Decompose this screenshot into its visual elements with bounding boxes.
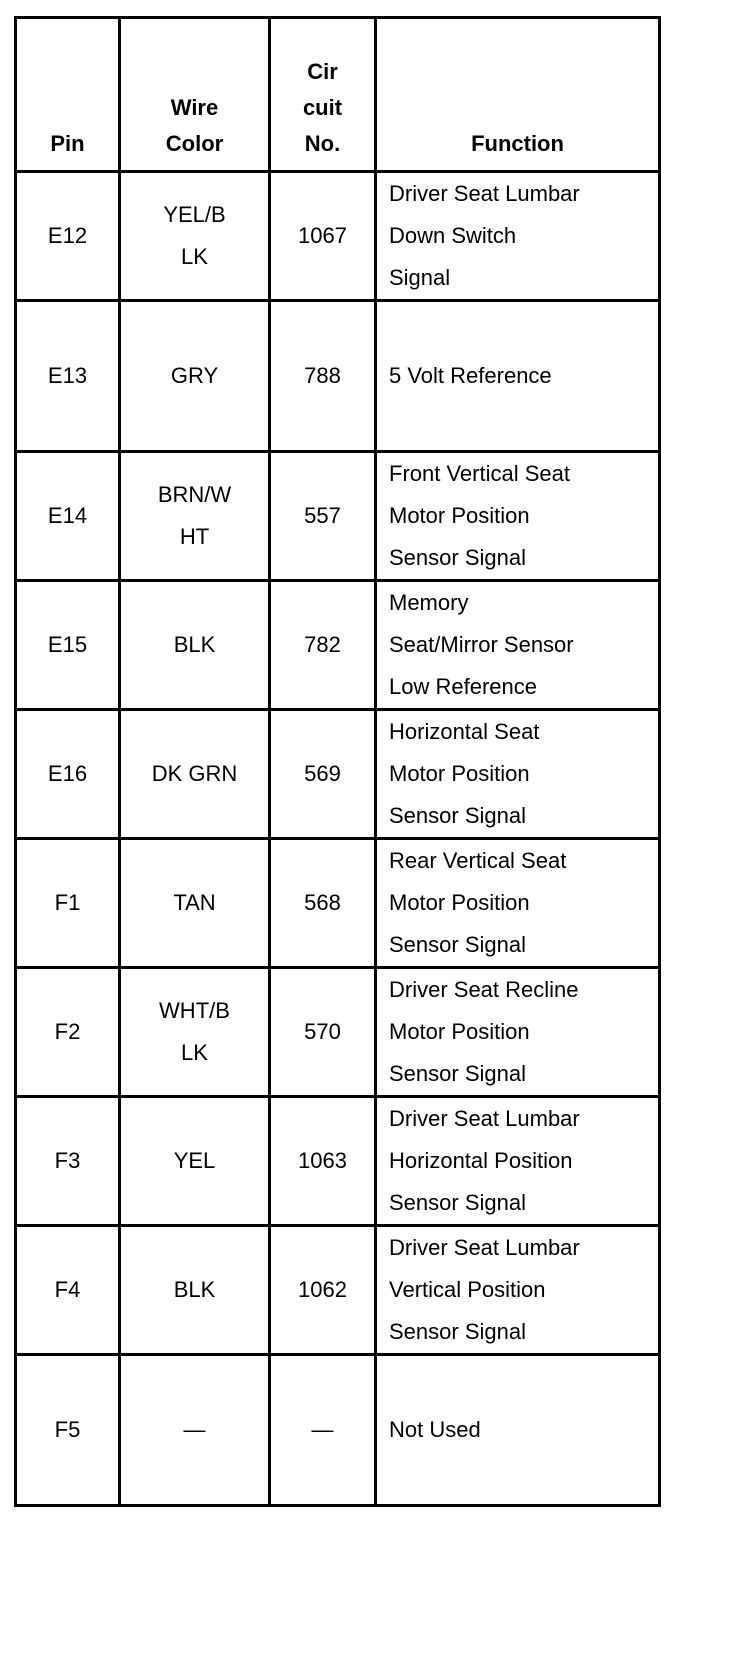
cell-wire-color: BLK bbox=[120, 581, 270, 710]
cell-circuit: 568 bbox=[270, 839, 376, 968]
cell-wire-color: BRN/W HT bbox=[120, 452, 270, 581]
cell-wire-color: GRY bbox=[120, 301, 270, 452]
cell-pin: F5 bbox=[16, 1355, 120, 1506]
cell-circuit: 1062 bbox=[270, 1226, 376, 1355]
table-row bbox=[16, 301, 660, 452]
table-row bbox=[16, 839, 660, 968]
cell-function: Front Vertical Seat Motor Position Sensor Signal bbox=[376, 452, 660, 581]
cell-pin: F4 bbox=[16, 1226, 120, 1355]
cell-circuit: — bbox=[270, 1355, 376, 1506]
table-row bbox=[16, 968, 660, 1097]
cell-pin: E14 bbox=[16, 452, 120, 581]
cell-wire-color: TAN bbox=[120, 839, 270, 968]
cell-function: Driver Seat Recline Motor Position Sensor Signal bbox=[376, 968, 660, 1097]
cell-pin: F2 bbox=[16, 968, 120, 1097]
cell-pin: E13 bbox=[16, 301, 120, 452]
cell-wire-color: YEL/B LK bbox=[120, 172, 270, 301]
cell-pin: E12 bbox=[16, 172, 120, 301]
cell-circuit: 1067 bbox=[270, 172, 376, 301]
table-row bbox=[16, 1355, 660, 1506]
cell-function: Driver Seat Lumbar Down Switch Signal bbox=[376, 172, 660, 301]
cell-circuit: 782 bbox=[270, 581, 376, 710]
cell-pin: E15 bbox=[16, 581, 120, 710]
table-row bbox=[16, 1097, 660, 1226]
cell-wire-color: BLK bbox=[120, 1226, 270, 1355]
pin-table bbox=[14, 16, 661, 1507]
cell-wire-color: WHT/B LK bbox=[120, 968, 270, 1097]
cell-wire-color: YEL bbox=[120, 1097, 270, 1226]
cell-function: Not Used bbox=[376, 1355, 660, 1506]
cell-circuit: 569 bbox=[270, 710, 376, 839]
cell-circuit: 788 bbox=[270, 301, 376, 452]
cell-pin: E16 bbox=[16, 710, 120, 839]
table-row bbox=[16, 452, 660, 581]
header-pin: Pin bbox=[16, 18, 120, 172]
header-circuit-no: Cir cuit No. bbox=[270, 18, 376, 172]
table-row bbox=[16, 710, 660, 839]
table-row bbox=[16, 1226, 660, 1355]
cell-circuit: 570 bbox=[270, 968, 376, 1097]
cell-function: Rear Vertical Seat Motor Position Sensor Signal bbox=[376, 839, 660, 968]
cell-circuit: 557 bbox=[270, 452, 376, 581]
header-wire-color: Wire Color bbox=[120, 18, 270, 172]
cell-wire-color: — bbox=[120, 1355, 270, 1506]
cell-function: 5 Volt Reference bbox=[376, 301, 660, 452]
cell-function: Horizontal Seat Motor Position Sensor Signal bbox=[376, 710, 660, 839]
cell-circuit: 1063 bbox=[270, 1097, 376, 1226]
cell-pin: F1 bbox=[16, 839, 120, 968]
cell-wire-color: DK GRN bbox=[120, 710, 270, 839]
table-row bbox=[16, 172, 660, 301]
header-row bbox=[16, 18, 660, 172]
cell-function: Memory Seat/Mirror Sensor Low Reference bbox=[376, 581, 660, 710]
table-row bbox=[16, 581, 660, 710]
cell-function: Driver Seat Lumbar Horizontal Position Sensor Signal bbox=[376, 1097, 660, 1226]
cell-pin: F3 bbox=[16, 1097, 120, 1226]
header-function: Function bbox=[376, 18, 660, 172]
cell-function: Driver Seat Lumbar Vertical Position Sensor Signal bbox=[376, 1226, 660, 1355]
